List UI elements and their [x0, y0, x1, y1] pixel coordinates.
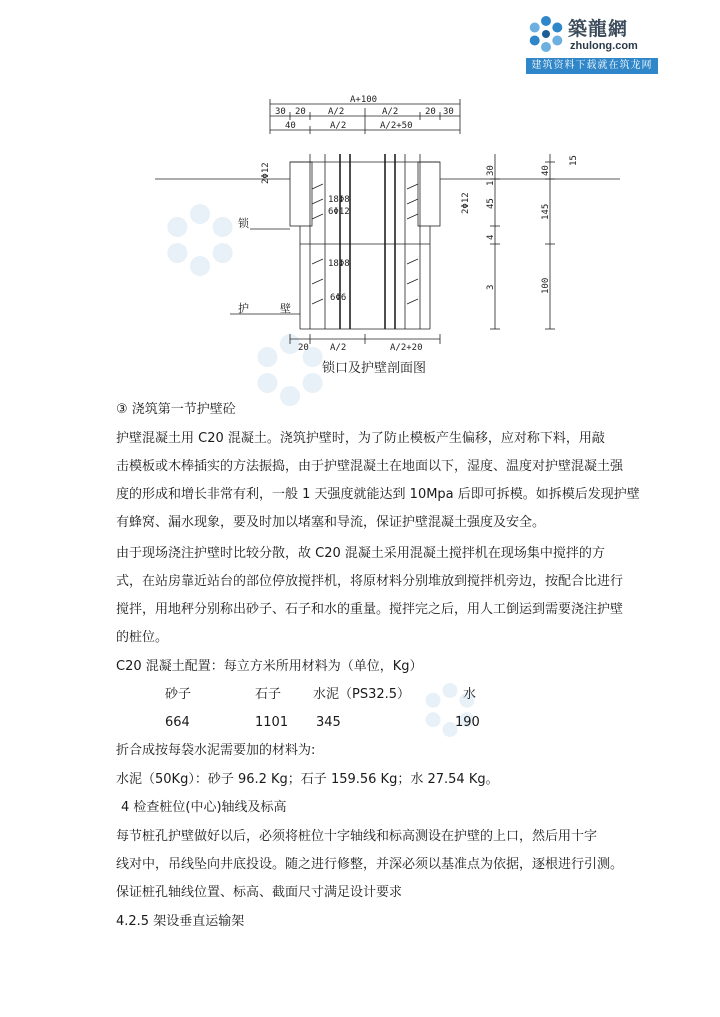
dim-v-3: 3 — [486, 284, 496, 290]
mix-value-stone: 1101 — [255, 715, 289, 730]
label-wall: 护 — [238, 302, 249, 315]
p1-line-2: 击模板或木棒插实的方法振捣，由于护壁混凝土在地面以下，湿度、温度对护壁混凝土强 — [116, 459, 624, 474]
step3-heading: ③ 浇筑第一节护壁砼 — [116, 402, 236, 417]
p2-line-3: 搅拌，用地秤分别称出砂子、石子和水的重量。搅拌完之后，用人工倒运到需要浇注护壁 — [116, 602, 624, 617]
dim-a-half-1: A/2 — [328, 107, 345, 117]
drawing-caption: 锁口及护壁剖面图 — [322, 361, 427, 376]
p2-line-1: 由于现场浇注护壁时比较分散，故 C20 混凝土采用混凝土搅拌机在现场集中搅拌的方 — [116, 546, 605, 561]
dim-v-40: 40 — [541, 165, 551, 176]
p3-line-1: 每节桩孔护壁做好以后，必须将桩位十字轴线和标高测设在护壁的上口，然后用十字 — [116, 829, 598, 844]
dim-v-30: 30 — [486, 165, 496, 176]
per-bag-intro: 折合成按每袋水泥需要加的材料为: — [116, 743, 316, 758]
zhulong-logo — [526, 10, 658, 76]
dim-v-15: 15 — [569, 155, 579, 166]
label-rebar-2: 6Φ12 — [328, 207, 350, 217]
mix-header-cement: 水泥（PS32.5） — [313, 687, 411, 702]
dim-bottom-20: 20 — [298, 343, 309, 353]
mix-header-sand: 砂子 — [165, 687, 192, 702]
mix-header-water: 水 — [463, 687, 477, 702]
dim-bottom-a2-20: A/2+20 — [390, 343, 423, 353]
label-rebar-3: 18Φ8 — [328, 259, 350, 269]
sec4-heading: 4 检查桩位(中心)轴线及标高 — [121, 800, 287, 815]
p1-line-1: 护壁混凝土用 C20 混凝土。浇筑护壁时，为了防止模板产生偏移，应对称下料，用敲 — [116, 431, 605, 446]
dim-bottom-a2: A/2 — [330, 343, 347, 353]
label-lock: 锁 — [238, 217, 249, 230]
dim-v-1: 1 — [486, 180, 496, 186]
mix-value-water: 190 — [455, 715, 480, 730]
p1-line-4: 有蜂窝、漏水现象，要及时加以堵塞和导流，保证护壁混凝土强度及安全。 — [116, 515, 546, 530]
sec425-heading: 4.2.5 架设垂直运输架 — [116, 914, 245, 929]
logo-banner: 建筑资料下载就在筑龙网 — [526, 58, 658, 74]
label-rebar-1: 18Φ8 — [328, 195, 350, 205]
dim-a-half-plus: A/2+50 — [380, 121, 413, 131]
label-rebar-4: 6Φ6 — [330, 293, 347, 303]
dim-v-4: 4 — [486, 234, 496, 240]
p3-line-2: 线对中，吊线坠向井底投设。随之进行修整，并深必须以基准点为依据，逐根进行引测。 — [116, 857, 624, 872]
dim-top-total: A+100 — [350, 95, 378, 105]
logo-domain: zhulong.com — [570, 40, 638, 52]
p2-line-4: 的桩位。 — [116, 630, 169, 645]
dim-30-left: 30 — [275, 107, 286, 117]
dim-a-half-3: A/2 — [330, 121, 347, 131]
lock-wall-section-drawing — [150, 94, 640, 354]
dim-v-145: 145 — [541, 203, 551, 220]
mix-value-sand: 664 — [165, 715, 190, 730]
dim-a-half-2: A/2 — [382, 107, 399, 117]
dim-20-left: 20 — [295, 107, 306, 117]
snowflake-logo-icon — [526, 14, 566, 54]
label-wall-2: 壁 — [280, 302, 291, 315]
section-drawing-svg — [150, 94, 640, 354]
dim-20-right: 20 — [425, 107, 436, 117]
p2-line-2: 式，在站房靠近站台的部位停放搅拌机，将原材料分别堆放到搅拌机旁边，按配合比进行 — [116, 574, 624, 589]
per-bag-line: 水泥（50Kg）：砂子 96.2 Kg；石子 159.56 Kg；水 27.54 Kg。 — [116, 772, 499, 787]
dim-40: 40 — [285, 121, 296, 131]
mix-value-cement: 345 — [316, 715, 341, 730]
logo-brand: 築龍網 — [568, 18, 629, 40]
p3-line-3: 保证桩孔轴线位置、标高、截面尺寸满足设计要求 — [116, 885, 403, 900]
label-right-rebar: 2Φ12 — [461, 192, 471, 214]
dim-v-100: 100 — [541, 277, 551, 294]
dim-v-45: 45 — [486, 198, 496, 209]
mix-header-stone: 石子 — [255, 687, 282, 702]
mix-intro: C20 混凝土配置：每立方米所用材料为（单位，Kg） — [116, 659, 423, 674]
dim-30-right: 30 — [443, 107, 454, 117]
p1-line-3: 度的形成和增长非常有利，一般 1 天强度就能达到 10Mpa 后即可拆模。如拆模后发现护壁 — [116, 487, 640, 502]
label-left-rebar: 2Φ12 — [261, 162, 271, 184]
